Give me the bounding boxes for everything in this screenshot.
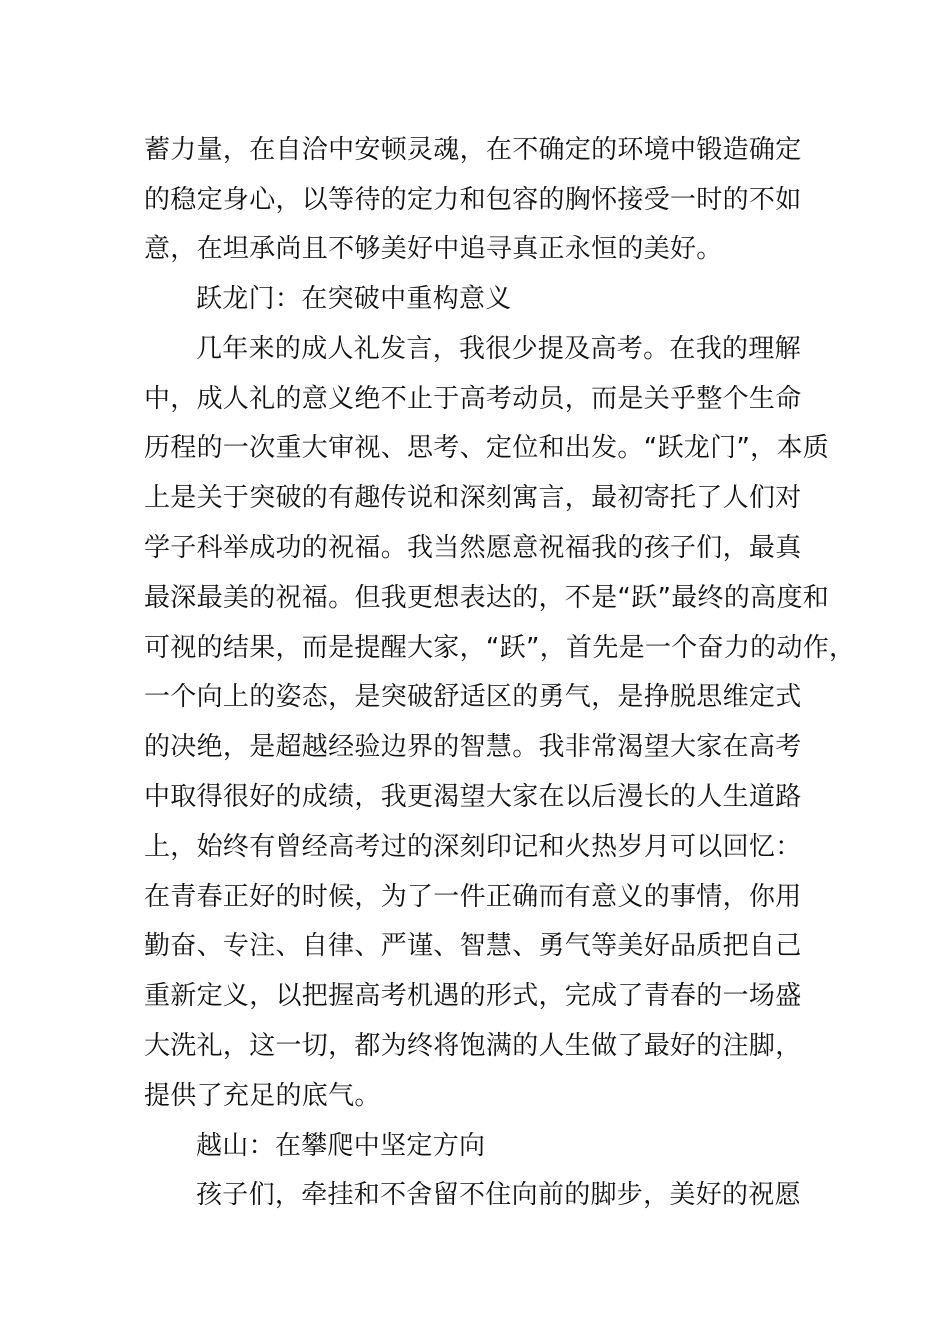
section-heading: 跃龙门：在突破中重构意义 bbox=[196, 284, 512, 314]
paragraph-line: 历程的一次重大审视、思考、定位和出发。“跃龙门”，本质 bbox=[144, 433, 830, 463]
paragraph-line: 的稳定身心，以等待的定力和包容的胸怀接受一时的不如 bbox=[144, 185, 802, 215]
paragraph-line: 上，始终有曾经高考过的深刻印记和火热岁月可以回忆： bbox=[144, 832, 802, 862]
paragraph-line: 提供了充足的底气。 bbox=[144, 1081, 381, 1111]
paragraph-line: 意，在坦承尚且不够美好中追寻真正永恒的美好。 bbox=[144, 234, 723, 264]
paragraph-line: 在青春正好的时候，为了一件正确而有意义的事情，你用 bbox=[144, 882, 802, 912]
paragraph-line: 勤奋、专注、自律、严谨、智慧、勇气等美好品质把自己 bbox=[144, 931, 802, 961]
paragraph-line: 最深最美的祝福。但我更想表达的，不是“跃”最终的高度和 bbox=[144, 583, 830, 613]
paragraph-line: 重新定义，以把握高考机遇的形式，完成了青春的一场盛 bbox=[144, 981, 802, 1011]
paragraph-line: 孩子们，牵挂和不舍留不住向前的脚步，美好的祝愿 bbox=[196, 1180, 801, 1210]
paragraph-line: 中取得很好的成绩，我更渴望大家在以后漫长的人生道路 bbox=[144, 782, 802, 812]
paragraph-line: 一个向上的姿态，是突破舒适区的勇气，是挣脱思维定式 bbox=[144, 682, 802, 712]
paragraph-line: 大洗礼，这一切，都为终将饱满的人生做了最好的注脚， bbox=[144, 1031, 802, 1061]
section-heading: 越山：在攀爬中坚定方向 bbox=[196, 1131, 486, 1161]
paragraph-line: 上是关于突破的有趣传说和深刻寓言，最初寄托了人们对 bbox=[144, 483, 802, 513]
paragraph-line: 中，成人礼的意义绝不止于高考动员，而是关乎整个生命 bbox=[144, 384, 802, 414]
paragraph-line: 的决绝，是超越经验边界的智慧。我非常渴望大家在高考 bbox=[144, 732, 802, 762]
paragraph-line: 可视的结果，而是提醒大家，“跃”，首先是一个奋力的动作， bbox=[144, 633, 856, 663]
paragraph-line: 几年来的成人礼发言，我很少提及高考。在我的理解 bbox=[196, 334, 801, 364]
paragraph-line: 蓄力量，在自洽中安顿灵魂，在不确定的环境中锻造确定 bbox=[144, 135, 802, 165]
paragraph-line: 学子科举成功的祝福。我当然愿意祝福我的孩子们，最真 bbox=[144, 533, 802, 563]
